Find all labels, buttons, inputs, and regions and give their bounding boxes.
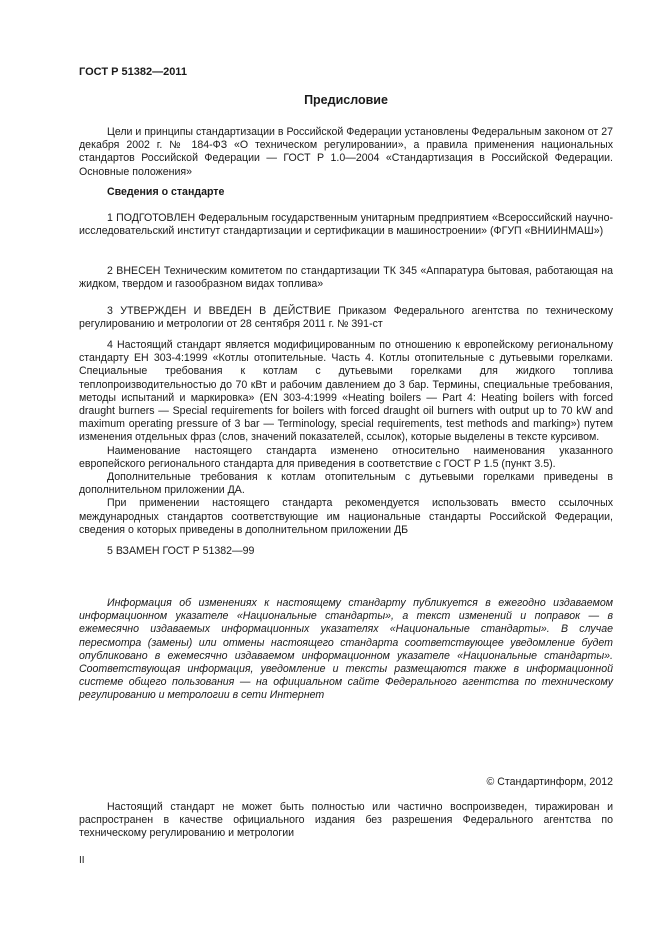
item-2-block [79, 265, 613, 291]
item-3-block [79, 305, 613, 331]
item-5-paragraph: 5 ВЗАМЕН ГОСТ Р 51382—99 [107, 545, 255, 557]
item-2-paragraph: 2 ВНЕСЕН Техническим комитетом по стандартизации ТК 345 «Аппаратура бытовая, работающая на жидком, твердом и газообразном видах топлива» [79, 265, 613, 291]
info-italic-paragraph: Информация об изменениях к настоящему стандарту публикуется в ежегодно издаваемом информационном указателе «Национальные стандарты», а текст изменений и поправок — в ежемесячно издаваемых информационных указателях «Национальные стандарты». В случае пересмотра (замены) или отмены настоящего стандарта соответствующее уведомление будет опубликовано в ежемесячно издаваемом информационном указателе «Национальные стандарты». Соответствующая информация, уведомление и тексты размещаются также в информационной системе общего пользования — на официальном сайте Федерального агентства по техническому регулированию и метрологии в сети Интернет [79, 597, 613, 702]
item-4-paragraph-1: 4 Настоящий стандарт является модифицированным по отношению к европейскому региональному стандарту ЕН 303-4:1999 «Котлы отопительные. Часть 4. Котлы отопительные с дутьевыми горелками. Специальные требования к котлам с дутьевыми горелками для жидкого топлива теплопроизводительностью до 70 кВт и рабочим давлением до 3 бар. Термины, специальные требования, методы испытаний и маркировка» (EN 303-4:1999 «Heating boilers — Part 4: Heating boilers with forced draught burners — Special requirements for boilers with forced draught oil burners with output up to 70 kW and maximum operating pressure of 3 bar — Terminology, special requirements, test methods and marking») путем изменения отдельных фраз (слов, значений показателей, ссылок), которые выделены в тексте курсивом. [79, 339, 613, 444]
page-number: II [79, 855, 85, 866]
intro-block [79, 126, 613, 179]
item-4-paragraph-3: Дополнительные требования к котлам отопительным с дутьевыми горелками приведены в дополнительном приложении ДА. [79, 471, 613, 497]
copyright-line: © Стандартинформ, 2012 [486, 776, 613, 788]
info-block [79, 597, 613, 703]
document-header: ГОСТ Р 51382—2011 [79, 66, 187, 78]
item-3-paragraph: 3 УТВЕРЖДЕН И ВВЕДЕН В ДЕЙСТВИЕ Приказом Федерального агентства по техническому регулированию и метрологии от 28 сентября 2011 г. № 391-ст [79, 305, 613, 331]
reproduction-paragraph: Настоящий стандарт не может быть полностью или частично воспроизведен, тиражирован и распространен в качестве официального издания без разрешения Федерального агентства по техническому регулированию и метрологии [79, 801, 613, 840]
item-4-block [79, 339, 613, 537]
subheading: Сведения о стандарте [107, 186, 225, 198]
section-title: Предисловие [304, 93, 388, 107]
item-5-block [79, 545, 613, 558]
item-1-paragraph: 1 ПОДГОТОВЛЕН Федеральным государственным унитарным предприятием «Всероссийский научно-исследовательский институт стандартизации и сертификации в машиностроении» (ФГУП «ВНИИНМАШ») [79, 212, 613, 238]
item-4-paragraph-2: Наименование настоящего стандарта изменено относительно наименования указанного европейского регионального стандарта для приведения в соответствие с ГОСТ Р 1.5 (пункт 3.5). [79, 444, 613, 470]
reproduction-block [79, 801, 613, 841]
intro-paragraph: Цели и принципы стандартизации в Российской Федерации установлены Федеральным законом от 27 декабря 2002 г. № 184-ФЗ «О техническом регулировании», а правила применения национальных стандартов Российской Федерации — ГОСТ Р 1.0—2004 «Стандартизация в Российской Федерации. Основные положения» [79, 126, 613, 178]
item-1-block [79, 212, 613, 238]
item-4-paragraph-4: При применении настоящего стандарта рекомендуется использовать вместо ссылочных международных стандартов соответствующие им национальные стандарты Российской Федерации, сведения о которых приведены в дополнительном приложении ДБ [79, 497, 613, 536]
